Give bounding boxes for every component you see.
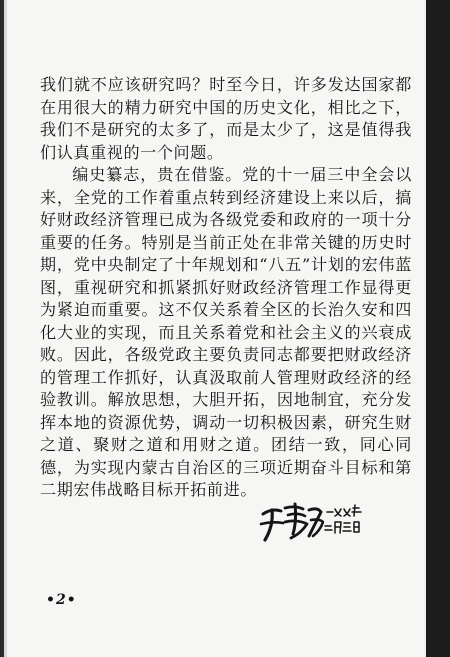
page-number: •2• <box>46 592 77 608</box>
paragraph-1: 我们就不应该研究吗？时至今日，许多发达国家都在用很大的精力研究中国的历史文化，相比之下，我们不是研究的太多了，而是太少了，这是值得我们认真重视的一个问题。 <box>40 75 412 162</box>
scan-edge-left <box>0 0 14 657</box>
handwritten-signature <box>255 500 365 545</box>
paragraph-2: 编史纂志，贵在借鉴。党的十一届三中全会以来，全党的工作着重点转到经济建设上来以后，搞好财政经济管理已成为各级党委和政府的一项十分重要的任务。特别是当前正处在非常关键的历史时期，党中央制定了十年规划和“八五”计划的宏伟蓝图，重视研究和抓紧抓好财政经济管理工作显得更为紧迫而重要。这不仅关系着全区的长治久安和四化大业的实现，而且关系着党和社会主义的兴衰成败。因此，各级党政主要负责同志都要把财政经济的管理工作抓好，认真汲取前人管理财政经济的经验教训。解放思想，大胆开拓，因地制宜，充分发挥本地的资源优势，调动一切积极因素，研究生财之道、聚财之道和用财之道。团结一致，同心同德，为实现内蒙古自治区的三项近期奋斗目标和第二期宏伟战略目标开拓前进。 <box>40 165 412 499</box>
scan-edge-right <box>426 0 450 657</box>
body-text <box>40 74 412 502</box>
